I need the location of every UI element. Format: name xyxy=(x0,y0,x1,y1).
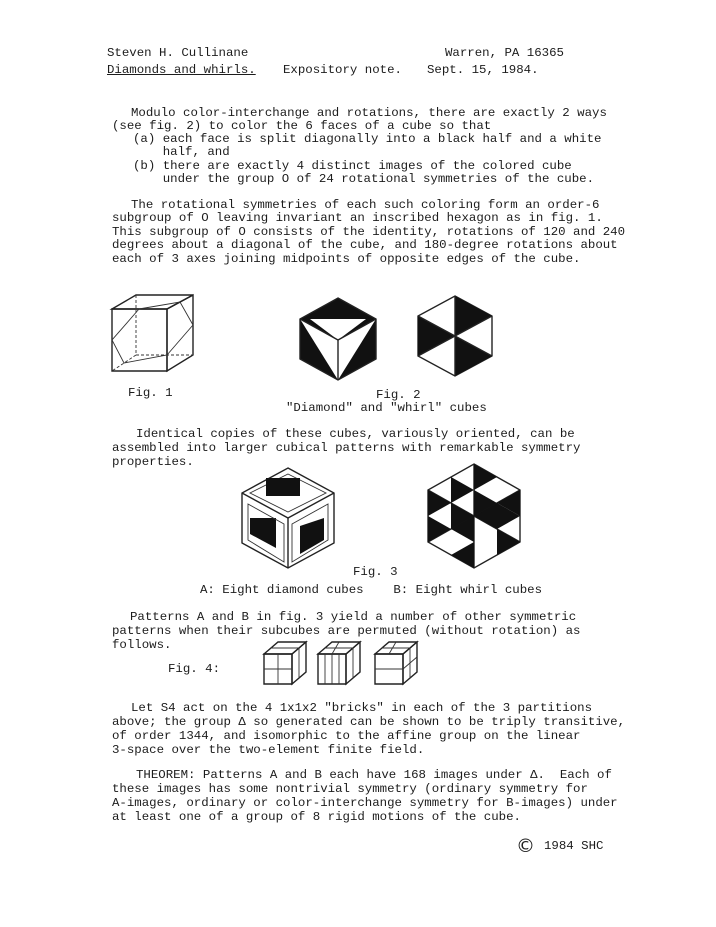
note-date: Sept. 15, 1984. xyxy=(427,63,539,77)
theorem-line-3: A-images, ordinary or color-interchange symmetry for B-images) under xyxy=(112,796,618,810)
para4-line-3: follows. xyxy=(112,638,172,652)
para3-line-3: properties. xyxy=(112,455,194,469)
para2-line-2: subgroup of O leaving invariant an inscribed hexagon as in fig. 1. xyxy=(112,211,603,225)
fig4-label: Fig. 4: xyxy=(168,662,221,676)
copyright-symbol: © xyxy=(516,835,535,857)
author: Steven H. Cullinane xyxy=(107,46,249,60)
fig4-partition-cube-1 xyxy=(262,640,308,686)
para1-line-1: Modulo color-interchange and rotations, there are exactly 2 ways xyxy=(131,106,607,120)
para5-line-3: of order 1344, and isomorphic to the affine group on the linear xyxy=(112,729,581,743)
para5-line-2: above; the group Δ so generated can be shown to be triply transitive, xyxy=(112,715,626,729)
para3-line-2: assembled into larger cubical patterns with remarkable symmetry xyxy=(112,441,581,455)
copyright-text: 1984 SHC xyxy=(544,839,604,853)
note-type: Expository note. xyxy=(283,63,402,77)
note-title: Diamonds and whirls. xyxy=(107,63,256,77)
para2-line-5: each of 3 axes joining midpoints of opposite edges of the cube. xyxy=(112,252,581,266)
fig3-pattern-a xyxy=(240,466,336,570)
fig1-label: Fig. 1 xyxy=(128,386,173,400)
location: Warren, PA 16365 xyxy=(445,46,564,60)
fig2-caption: "Diamond" and "whirl" cubes xyxy=(286,401,487,415)
para1-line-2: (see fig. 2) to color the 6 faces of a cube so that xyxy=(112,119,492,133)
para2-line-3: This subgroup of O consists of the identity, rotations of 120 and 240 xyxy=(112,225,626,239)
para4-line-1: Patterns A and B in fig. 3 yield a number of other symmetric xyxy=(130,610,577,624)
fig1-cube-hexagon xyxy=(108,291,198,376)
para1-item-a-1: (a) each face is split diagonally into a black half and a white xyxy=(133,132,602,146)
fig2-label: Fig. 2 xyxy=(376,388,421,402)
fig2-whirl-cube xyxy=(416,294,494,378)
fig4-partition-cube-3 xyxy=(373,640,419,686)
fig3-label: Fig. 3 xyxy=(353,565,398,579)
fig4-partition-cube-2 xyxy=(316,640,362,686)
theorem-line-2: these images has some nontrivial symmetry (ordinary symmetry for xyxy=(112,782,588,796)
fig3-pattern-b xyxy=(426,462,522,572)
theorem-line-1: THEOREM: Patterns A and B each have 168 images under Δ. Each of xyxy=(136,768,612,782)
para2-line-4: degrees about a diagonal of the cube, and 180-degree rotations about xyxy=(112,238,618,252)
para1-item-b-2: under the group O of 24 rotational symmetries of the cube. xyxy=(133,172,595,186)
fig3-caption: A: Eight diamond cubes B: Eight whirl cubes xyxy=(200,583,543,597)
para2-line-1: The rotational symmetries of each such coloring form an order-6 xyxy=(131,198,600,212)
fig2-diamond-cube xyxy=(298,296,378,382)
para3-line-1: Identical copies of these cubes, variously oriented, can be xyxy=(136,427,575,441)
para5-line-4: 3-space over the two-element finite field. xyxy=(112,743,425,757)
para4-line-2: patterns when their subcubes are permuted (without rotation) as xyxy=(112,624,581,638)
para1-item-a-2: half, and xyxy=(133,145,230,159)
para1-item-b-1: (b) there are exactly 4 distinct images of the colored cube xyxy=(133,159,572,173)
theorem-line-4: at least one of a group of 8 rigid motions of the cube. xyxy=(112,810,521,824)
para5-line-1: Let S4 act on the 4 1x1x2 "bricks" in each of the 3 partitions xyxy=(131,701,593,715)
